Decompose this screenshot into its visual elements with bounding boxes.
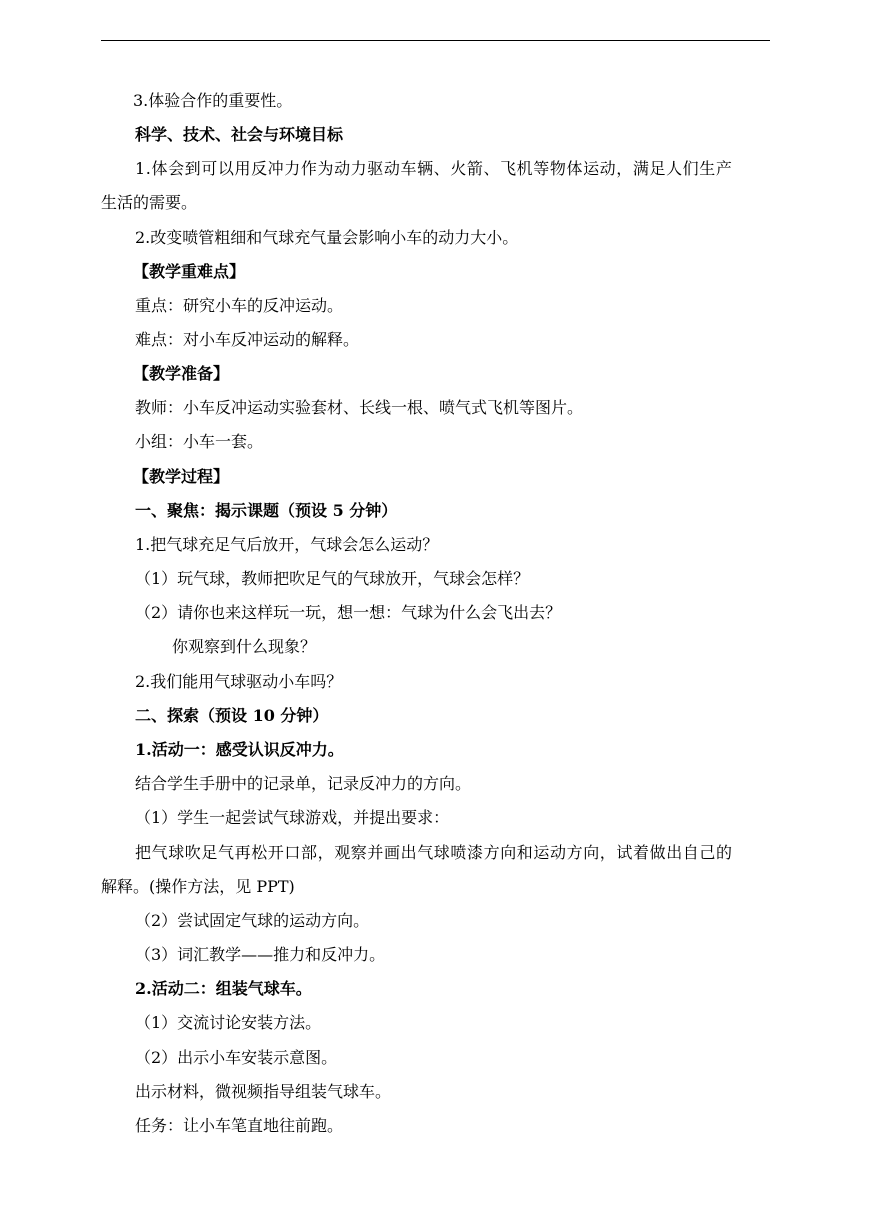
section-heading: 一、聚焦：揭示课题（预设 5 分钟） (135, 501, 398, 520)
section-heading: 科学、技术、社会与环境目标 (135, 125, 344, 144)
text-line: 任务：让小车笔直地往前跑。 (135, 1116, 344, 1135)
text-line: 你观察到什么现象？ (172, 637, 317, 656)
text-line: 生活的需要。 (101, 193, 198, 212)
text-line: 2.改变喷管粗细和气球充气量会影响小车的动力大小。 (135, 228, 519, 247)
text-line: 难点：对小车反冲运动的解释。 (135, 330, 360, 349)
section-heading: 【教学重难点】 (133, 262, 246, 281)
text-line: 1.体会到可以用反冲力作为动力驱动车辆、火箭、飞机等物体运动，满足人们生产 (135, 159, 733, 178)
text-line: （1）交流讨论安装方法。 (135, 1013, 322, 1032)
section-heading: 2.活动二：组装气球车。 (135, 979, 312, 998)
text-line: 解释。(操作方法，见 PPT) (101, 877, 295, 896)
header-rule (101, 40, 770, 41)
text-line: 2.我们能用气球驱动小车吗？ (135, 672, 343, 691)
text-line: 结合学生手册中的记录单，记录反冲力的方向。 (135, 774, 472, 793)
text-line: 出示材料，微视频指导组装气球车。 (135, 1082, 392, 1101)
text-line: （2）出示小车安装示意图。 (135, 1048, 338, 1067)
text-line: 小组：小车一套。 (135, 432, 264, 451)
text-line: （3）词汇教学——推力和反冲力。 (135, 945, 386, 964)
text-line: （2）尝试固定气球的运动方向。 (135, 911, 370, 930)
text-line: （2）请你也来这样玩一玩，想一想：气球为什么会飞出去？ (135, 603, 562, 622)
section-heading: 【教学准备】 (133, 364, 230, 383)
text-line: 3.体验合作的重要性。 (133, 91, 293, 110)
text-line: 重点：研究小车的反冲运动。 (135, 296, 344, 315)
text-line: 1.把气球充足气后放开，气球会怎么运动？ (135, 535, 439, 554)
section-heading: 1.活动一：感受认识反冲力。 (135, 740, 344, 759)
section-heading: 二、探索（预设 10 分钟） (135, 706, 329, 725)
text-line: 把气球吹足气再松开口部，观察并画出气球喷漆方向和运动方向，试着做出自己的 (135, 843, 733, 862)
text-line: （1）玩气球，教师把吹足气的气球放开，气球会怎样？ (135, 569, 530, 588)
text-line: （1）学生一起尝试气球游戏，并提出要求： (135, 808, 450, 827)
section-heading: 【教学过程】 (133, 467, 230, 486)
text-line: 教师：小车反冲运动实验套材、长线一根、喷气式飞机等图片。 (135, 398, 584, 417)
